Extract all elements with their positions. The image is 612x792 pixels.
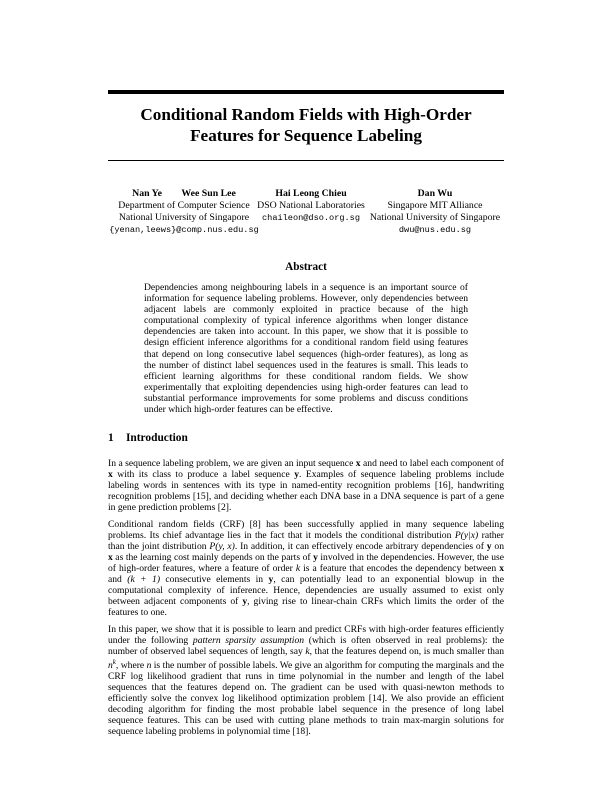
text-run: on	[491, 540, 504, 552]
author-email: {yenan,leews}@comp.nus.edu.sg	[109, 225, 259, 235]
section-body	[108, 458, 504, 743]
math-symbol: n	[146, 659, 152, 671]
math-expression: (k + 1)	[127, 573, 161, 585]
text-run: Conditional random fields (CRF) [8] has been successfully applied in many sequence labeling problems. Its chief advantage lies in the fact that it models the conditional distribution	[108, 518, 504, 541]
text-run: . In addition, it can effectively encode arbitrary dependencies of	[234, 540, 487, 552]
text-run: with its class to produce a label sequence	[112, 469, 295, 481]
paragraph-2	[108, 519, 504, 618]
math-symbol: x	[355, 458, 361, 469]
text-run: and	[108, 573, 128, 585]
title-line-1: Conditional Random Fields with High-Order	[140, 105, 472, 124]
author-institution: National University of Singapore	[118, 212, 250, 223]
title-bottom-rule	[108, 160, 504, 161]
author-names: Hai Leong Chieu	[275, 188, 347, 199]
math-expression: P(y|x)	[454, 529, 479, 541]
section-number: 1	[108, 432, 114, 444]
text-run: , can potentially lead to an exponential blowup in the computational complexity of inference. Hence, dependencies are usually assumed to exist only between adjacent components of	[108, 573, 504, 608]
paragraph-1	[108, 458, 504, 513]
text-run: , that the features depend on, is much smaller than	[309, 645, 505, 657]
math-symbol: y	[486, 540, 492, 552]
text-run: as the learning cost mainly depends on the parts of	[112, 551, 314, 563]
math-symbol: x	[108, 469, 113, 481]
text-run: In a sequence labeling problem, we are given an input sequence	[108, 458, 356, 469]
math-symbol: k	[305, 645, 310, 657]
text-run: (which is often observed in real problems): the number of observed label sequences of length, say	[108, 634, 504, 657]
section-heading	[108, 432, 504, 444]
math-expression: $n^k$	[108, 657, 116, 671]
text-run: In this paper, we show that it is possible to learn and predict CRFs with high-order features efficiently under the following	[108, 623, 504, 646]
author-names: Nan Ye Wee Sun Lee	[132, 188, 236, 199]
author-group-smu	[352, 188, 518, 236]
author-email: dwu@nus.edu.sg	[398, 225, 472, 235]
paragraph-3	[108, 624, 504, 738]
math-symbol: y	[313, 551, 318, 563]
author-affiliation: Department of Computer Science	[118, 200, 250, 211]
paper-title	[108, 104, 504, 146]
math-symbol: x	[499, 562, 505, 574]
math-symbol: y	[268, 573, 274, 585]
section-title: Introduction	[126, 432, 188, 444]
abstract-heading: Abstract	[285, 261, 327, 273]
text-run: consecutive elements in	[160, 573, 269, 585]
text-run: involved in the dependencies. However, the use of high-order features, where a feature of order	[108, 551, 504, 574]
math-symbol: y	[242, 596, 248, 608]
text-run: rather than the joint distribution	[108, 529, 504, 552]
title-line-2: Features for Sequence Labeling	[190, 126, 422, 145]
math-symbol: x	[108, 551, 113, 563]
author-block	[100, 188, 512, 238]
text-run: , giving rise to linear-chain CRFs which limits the order of the features to one.	[108, 596, 504, 619]
title-top-rule	[108, 90, 504, 94]
text-run: . Examples of sequence labeling problems include labeling words in sentences with its type in named-entity recognition problems [16], handwriting recognition problems [15], and deciding whether each DNA base in a DNA sequence is part of a gene in gene prediction problems [2].	[108, 469, 504, 514]
author-names: Dan Wu	[417, 188, 453, 199]
text-run: and need to label each component of	[360, 458, 504, 469]
math-symbol: k	[295, 562, 301, 574]
emphasis-text: pattern sparsity assumption	[192, 634, 305, 646]
text-run: is a feature that encodes the dependency between	[300, 562, 500, 574]
author-email: chaileon@dso.org.sg	[262, 213, 360, 223]
text-run: , where	[115, 659, 147, 671]
author-affiliation: DSO National Laboratories	[257, 200, 365, 211]
text-run: is the number of possible labels. We give an algorithm for computing the marginals and the CRF log likelihood gradient that runs in time polynomial in the number and length of the label sequences that the features depend on. The gradient can be used with quasi-newton methods to efficiently solve the convex log likelihood optimization problem [14]. We also provide an efficient decoding algorithm for finding the most probable label sequence in the presence of long label sequence features. This can be used with cutting plane methods to train max-margin solutions for sequence labeling problems in polynomial time [18].	[108, 659, 504, 738]
abstract-text: Dependencies among neighbouring labels in a sequence is an important source of information for sequence labeling problems. However, only dependencies between adjacent labels are commonly exploited in practice because of the high computational complexity of typical inference algorithms when longer distance dependencies are taken into account. In this paper, we show that it is possible to design efficient inference algorithms for a conditional random field using features that depend on long consecutive label sequences (high-order features), as long as the number of distinct label sequences used in the features is small. This leads to efficient learning algorithms for these conditional random fields. We show experimentally that exploiting dependencies using high-order features can lead to substantial performance improvements for some problems and discuss conditions under which high-order features can be effective.	[144, 282, 468, 416]
math-expression: P(y, x)	[209, 540, 235, 552]
math-symbol: y	[294, 469, 299, 481]
author-affiliation: Singapore MIT Alliance	[387, 200, 483, 211]
superscript: k	[112, 657, 116, 666]
author-institution: National University of Singapore	[369, 212, 501, 223]
